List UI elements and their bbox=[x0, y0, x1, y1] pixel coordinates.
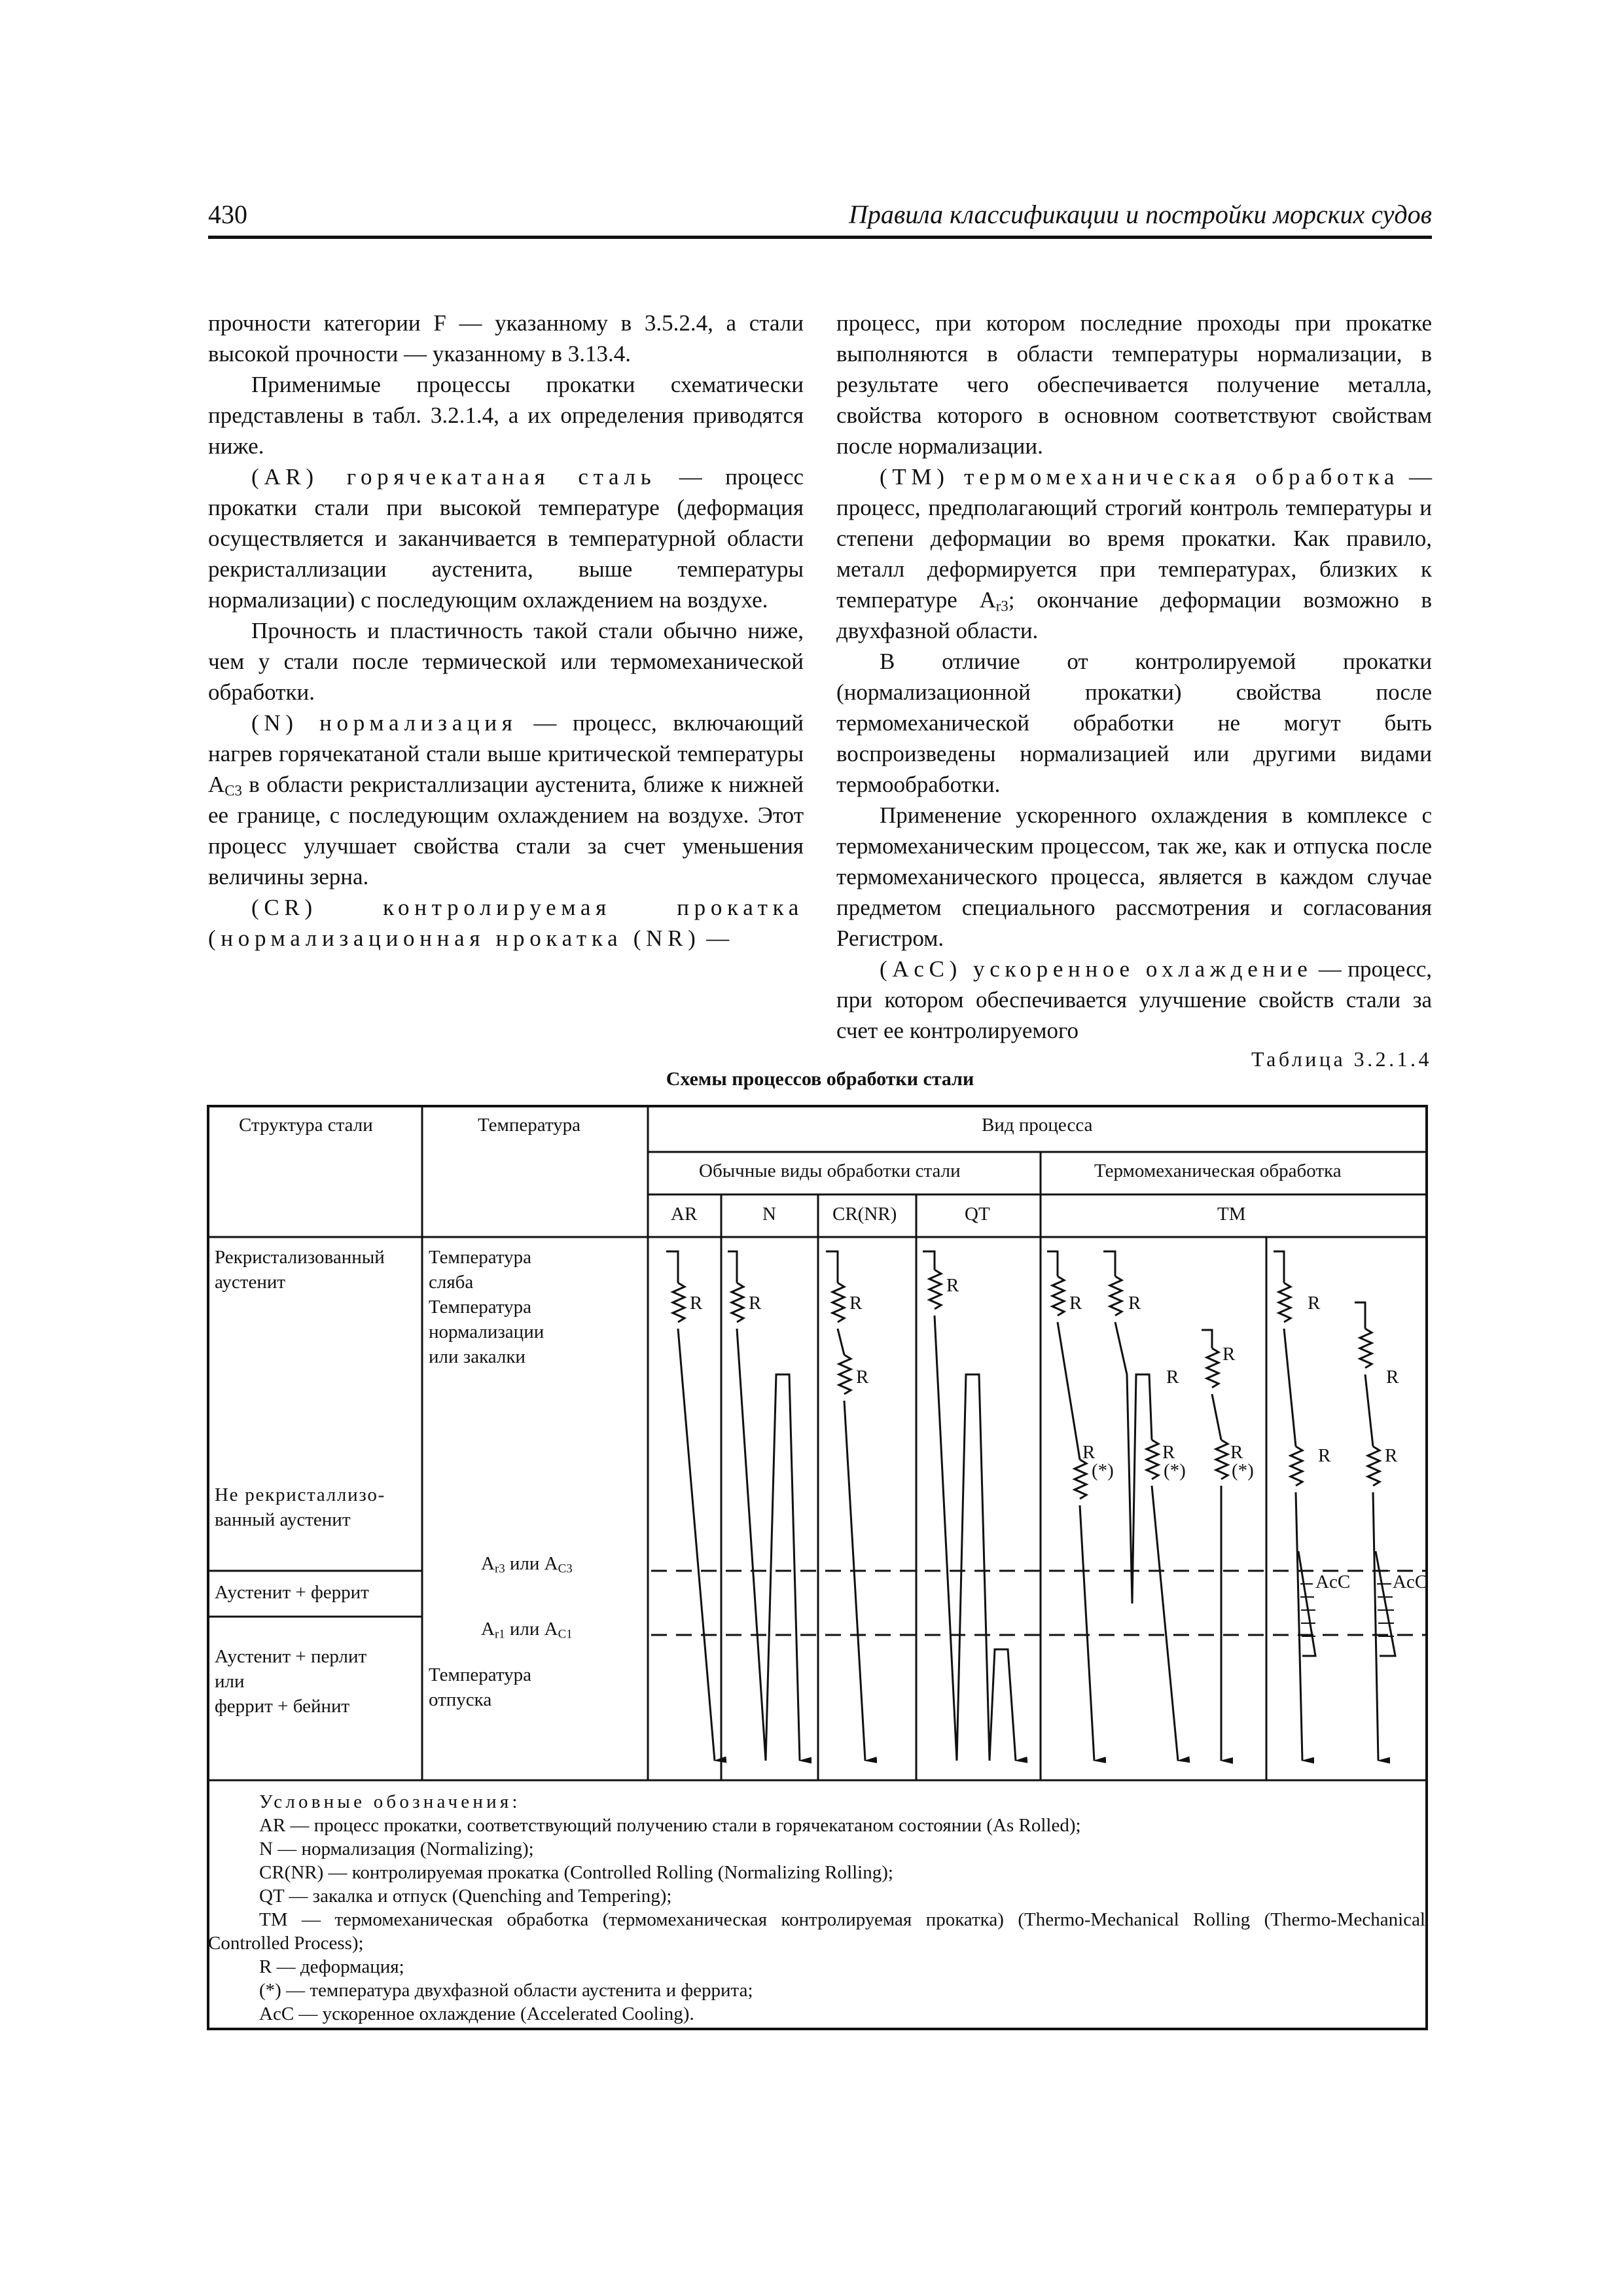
row-austenite-pearlite bbox=[215, 1644, 366, 1719]
definition-text: — процесс, предполагающий строгий контроль температуры и степени деформации во время прокатки. Как правило, металл деформируется при температурах, близких к температуре A bbox=[836, 464, 1432, 613]
subscript: C1 bbox=[558, 1627, 573, 1641]
cr-deformation-2 bbox=[839, 1355, 851, 1394]
tm3-deformation-1 bbox=[1207, 1348, 1219, 1388]
temp-symbol: или A bbox=[505, 1619, 558, 1640]
header-n: N bbox=[762, 1204, 776, 1225]
row-not-recrystallized bbox=[215, 1482, 385, 1532]
mark-r: R bbox=[856, 1367, 869, 1388]
tm3-step bbox=[1202, 1330, 1212, 1348]
row-label-line: или bbox=[215, 1671, 245, 1692]
mark-r: R bbox=[1230, 1442, 1243, 1463]
mark-r: R bbox=[946, 1275, 959, 1296]
mark-two-phase: (*) bbox=[1232, 1460, 1254, 1481]
temp-tempering bbox=[429, 1662, 531, 1712]
mark-r: R bbox=[1128, 1293, 1141, 1314]
mark-acc: AcC bbox=[1393, 1571, 1428, 1592]
tm4-transfer bbox=[1284, 1329, 1296, 1446]
mark-r: R bbox=[749, 1293, 762, 1314]
temp-label-line: отпуска bbox=[429, 1689, 492, 1710]
mark-r: R bbox=[1385, 1445, 1398, 1466]
temp-symbol: или A bbox=[505, 1553, 558, 1574]
subscript: r3 bbox=[995, 598, 1008, 615]
definition-text: — процесс прокатки стали при высокой температуре (деформация осуществляется и заканчивается в температурной области рекристаллизации аустенита, выше температуры нормализации) с последующим охлаждением на воздухе. bbox=[208, 464, 804, 613]
subscript: r3 bbox=[494, 1562, 505, 1576]
header-tm: TM bbox=[1217, 1204, 1246, 1225]
tm3-deformation-2 bbox=[1216, 1440, 1228, 1479]
tm4-deformation-2 bbox=[1291, 1446, 1302, 1486]
tm1-deformation-1 bbox=[1052, 1276, 1064, 1316]
temp-normalizing bbox=[429, 1295, 544, 1369]
header-structure: Структура стали bbox=[239, 1115, 373, 1136]
mark-r: R bbox=[1166, 1367, 1179, 1388]
term-acc: (AcC) ускоренное охлаждение bbox=[880, 956, 1313, 982]
page-number: 430 bbox=[208, 200, 247, 229]
row-recrystallized bbox=[215, 1245, 385, 1295]
cr-slab-step bbox=[826, 1251, 838, 1283]
qt-slab-step bbox=[923, 1251, 935, 1270]
mark-r: R bbox=[1308, 1293, 1321, 1314]
n-reheat-arrow bbox=[737, 1329, 800, 1761]
tm1-cooling-arrow bbox=[1080, 1505, 1094, 1761]
tm4-deformation-1 bbox=[1279, 1283, 1291, 1322]
tm1-slab-step bbox=[1047, 1251, 1058, 1276]
qt-deformation bbox=[929, 1270, 941, 1309]
tm2-deformation-2 bbox=[1147, 1440, 1158, 1479]
cr-cooling-arrow bbox=[844, 1401, 865, 1761]
header-cr: CR(NR) bbox=[832, 1204, 897, 1225]
temp-label-line: Температура bbox=[429, 1664, 532, 1685]
tm2-cooling-arrow bbox=[1152, 1486, 1178, 1761]
mark-two-phase: (*) bbox=[1164, 1460, 1186, 1481]
row-label-line: ванный аустенит bbox=[215, 1509, 351, 1530]
temp-ar3 bbox=[481, 1551, 573, 1576]
temp-symbol: A bbox=[481, 1553, 495, 1574]
legend-item: CR(NR) — контролируемая прокатка (Controlled Rolling (Normalizing Rolling); bbox=[259, 1862, 893, 1883]
temp-label-line: Температура bbox=[429, 1247, 532, 1268]
ar-cooling-arrow bbox=[678, 1329, 715, 1761]
tm5-deformation-2 bbox=[1368, 1446, 1380, 1486]
cr-deformation-1 bbox=[832, 1283, 844, 1322]
mark-r: R bbox=[1162, 1442, 1175, 1463]
tm5-acc-wedge bbox=[1376, 1551, 1395, 1656]
legend-item: AcC — ускоренное охлаждение (Accelerated Cooling). bbox=[259, 2003, 694, 2024]
cr-transfer bbox=[838, 1329, 844, 1355]
definition-text: — процесс, при котором обеспечивается улучшение свойств стали за счет ее контролируемого bbox=[836, 956, 1433, 1043]
subscript: r1 bbox=[494, 1627, 505, 1641]
tm5-deformation-1 bbox=[1360, 1329, 1372, 1368]
mark-r: R bbox=[1069, 1293, 1082, 1314]
term-cr: (CR) контролируемая прокатка (нормализационная нрокатка (NR) bbox=[208, 895, 804, 951]
table-label: Таблица 3.2.1.4 bbox=[1251, 1047, 1432, 1071]
legend-item: QT — закалка и отпуск (Quenching and Tempering); bbox=[259, 1886, 672, 1907]
running-title: Правила классификации и постройки морских судов bbox=[848, 200, 1432, 229]
row-label-line: Аустенит + перлит bbox=[215, 1646, 367, 1667]
temp-label-line: нормализации bbox=[429, 1321, 544, 1342]
table-caption: Схемы процессов обработки стали bbox=[666, 1068, 974, 1090]
paragraph: Применение ускоренного охлаждения в комплексе с термомеханическим процессом, так же, как и отпуска после термомеханического процесса, является в каждом случае предметом специального рассмотрения и согласования Регистром. bbox=[836, 802, 1432, 951]
temp-label-line: Температура bbox=[429, 1297, 532, 1318]
mark-r: R bbox=[1386, 1367, 1399, 1388]
ar-slab-step bbox=[666, 1251, 678, 1283]
tm2-deformation-1 bbox=[1110, 1276, 1122, 1316]
header-conventional: Обычные виды обработки стали bbox=[699, 1160, 961, 1181]
term-tm: (TM) термомеханическая обработка bbox=[880, 464, 1400, 490]
mark-acc: AcC bbox=[1315, 1571, 1351, 1592]
tm5-cooling-arrow bbox=[1373, 1492, 1378, 1761]
tm4-cooling-arrow bbox=[1296, 1492, 1302, 1761]
header-qt: QT bbox=[965, 1204, 990, 1225]
definition-text: в области рекристаллизации аустенита, ближе к нижней ее границе, с последующим охлаждением на воздухе. Этот процесс улучшает свойства стали за счет уменьшения величины зерна. bbox=[208, 772, 804, 889]
tm1-transfer bbox=[1058, 1322, 1080, 1460]
n-slab-step bbox=[728, 1251, 737, 1283]
row-label-line: Рекристализованный bbox=[215, 1247, 385, 1268]
definition-text: — процесс, включающий нагрев горячекатаной стали выше критической температуры A bbox=[208, 710, 804, 797]
process-curves bbox=[666, 1251, 1398, 1761]
header-thermomech: Термомеханическая обработка bbox=[1094, 1160, 1342, 1181]
tm4-acc-wedge bbox=[1298, 1551, 1315, 1656]
paragraph: процесс, при котором последние проходы при прокатке выполняются в области температуры нормализации, в результате чего обеспечивается получение металла, свойства которого в основном соответствуют свойствам после нормализации. bbox=[836, 310, 1432, 459]
legend-item: TM — термомеханическая обработка (термомеханическая контролируемая прокатка) (Thermo-Mechanical Rolling (Thermo-Mechanical Controlled Process); bbox=[208, 1909, 1425, 1954]
tm4-slab-step bbox=[1274, 1251, 1284, 1283]
paragraph: Применимые процессы прокатки схематически представлены в табл. 3.2.1.4, а их определения приводятся ниже. bbox=[208, 372, 804, 459]
ar-deformation bbox=[673, 1283, 685, 1322]
temp-label-line: или закалки bbox=[429, 1346, 526, 1367]
tm5-step bbox=[1355, 1302, 1365, 1329]
n-deformation bbox=[732, 1283, 743, 1322]
subscript: C3 bbox=[224, 782, 242, 799]
row-austenite-ferrite: Аустенит + феррит bbox=[215, 1582, 369, 1603]
mark-r: R bbox=[849, 1293, 863, 1314]
tm5-transfer bbox=[1365, 1374, 1373, 1446]
tm1-deformation-2 bbox=[1075, 1460, 1086, 1499]
qt-quench-temper-arrow bbox=[935, 1316, 1016, 1761]
temp-symbol: A bbox=[481, 1619, 495, 1640]
tm2-slab-step bbox=[1103, 1251, 1115, 1276]
mark-r: R bbox=[1222, 1344, 1236, 1365]
temp-slab bbox=[429, 1245, 531, 1295]
mark-r: R bbox=[1318, 1445, 1331, 1466]
term-ar: (AR) горячекатаная сталь bbox=[251, 464, 656, 490]
table-legend bbox=[208, 1790, 1425, 2026]
definition-text: — bbox=[700, 925, 730, 951]
definition-text: ; окончание деформации возможно в двухфазной области. bbox=[836, 587, 1432, 643]
mark-two-phase: (*) bbox=[1092, 1460, 1114, 1481]
paragraph: Прочность и пластичность такой стали обычно ниже, чем у стали после термической или термомеханической обработки. bbox=[208, 618, 804, 705]
header-temperature: Температура bbox=[478, 1115, 581, 1136]
temp-label-line: сляба bbox=[429, 1272, 474, 1293]
legend-item: N — нормализация (Normalizing); bbox=[259, 1839, 534, 1859]
subscript: C3 bbox=[558, 1562, 573, 1576]
temp-ar1 bbox=[481, 1617, 573, 1641]
legend-item: (*) — температура двухфазной области аустенита и феррита; bbox=[259, 1980, 753, 2001]
legend-item: R — деформация; bbox=[259, 1956, 404, 1977]
paragraph: В отличие от контролируемой прокатки (нормализационной прокатки) свойства после термомеханической обработки не могут быть воспроизведены нормализацией или другими видами термообработки. bbox=[836, 649, 1432, 797]
row-label-line: феррит + бейнит bbox=[215, 1696, 350, 1717]
row-label-line: аустенит bbox=[215, 1272, 286, 1293]
legend-heading: Условные обозначения: bbox=[259, 1791, 521, 1812]
mark-r: R bbox=[690, 1293, 703, 1314]
paragraph: прочности категории F — указанному в 3.5.2.4, а стали высокой прочности — указанному в 3.13.4. bbox=[208, 310, 804, 367]
legend-item: AR — процесс прокатки, соответствующий получению стали в горячекатаном состоянии (As Rolled); bbox=[259, 1815, 1081, 1836]
mark-r: R bbox=[1082, 1442, 1096, 1463]
tm2-reheat bbox=[1115, 1322, 1152, 1604]
term-n: (N) нормализация bbox=[251, 710, 518, 736]
header-ar: AR bbox=[671, 1204, 698, 1225]
header-process-type: Вид процесса bbox=[982, 1115, 1093, 1136]
tm3-transfer bbox=[1212, 1394, 1221, 1440]
row-label-line: Не рекристаллизо- bbox=[215, 1484, 386, 1505]
